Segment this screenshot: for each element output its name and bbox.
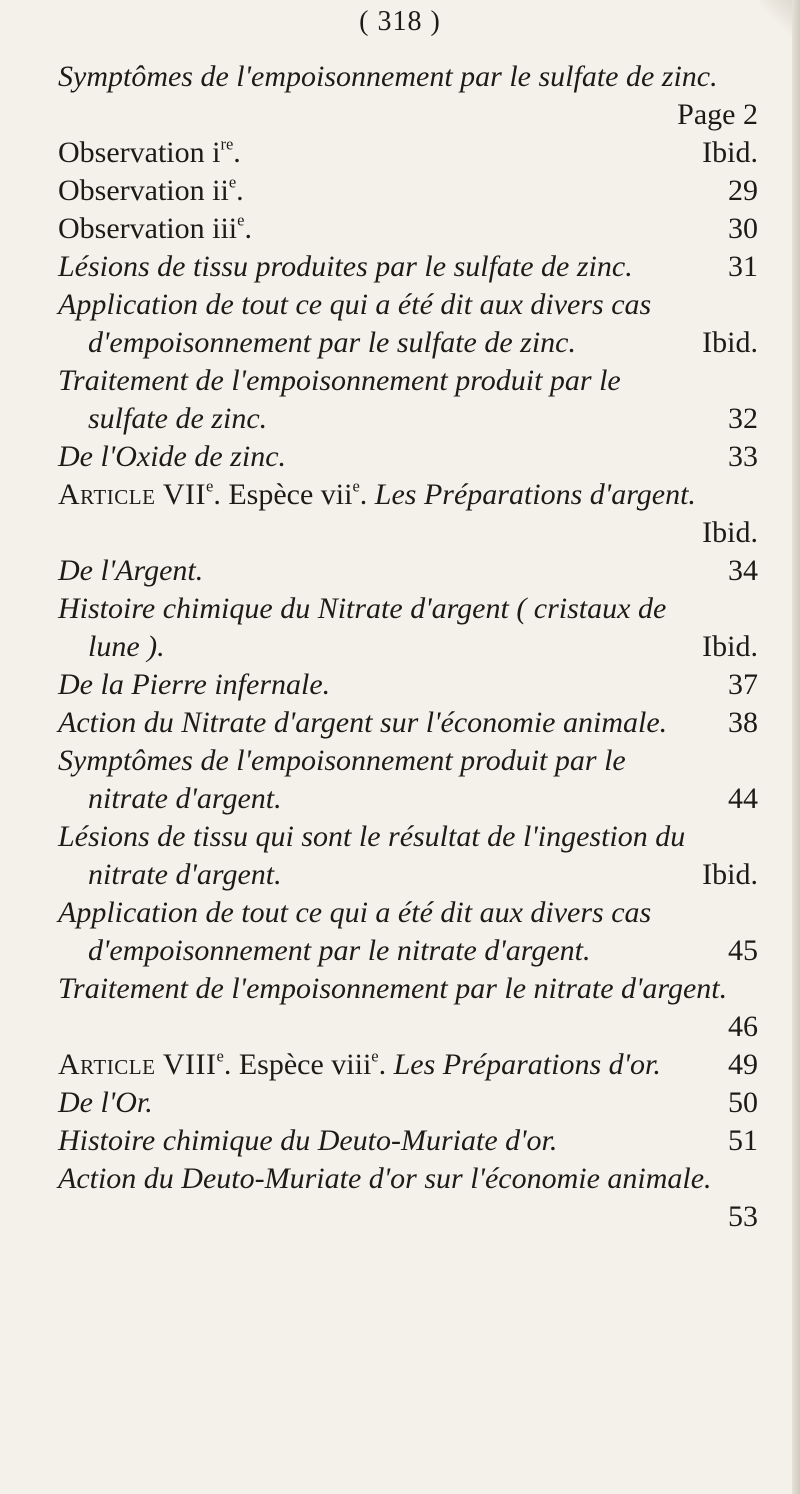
toc-entry (58, 704, 758, 742)
toc-entry (58, 666, 758, 704)
article-label: Article VIII (58, 1048, 217, 1081)
article-species-period: . (359, 478, 368, 511)
article-species: . Espèce vii (213, 478, 353, 511)
toc-entry (58, 58, 758, 134)
entry-page: Ibid. (702, 858, 758, 891)
article-species-period: . (378, 1048, 387, 1081)
entry-page: Page 2 (677, 98, 758, 131)
toc-entry (58, 134, 758, 172)
entry-page: 49 (728, 1048, 758, 1081)
page-edge-shadow (792, 0, 800, 1494)
entry-page: 46 (728, 1010, 758, 1043)
entry-page: 32 (728, 402, 758, 435)
entry-title: Action du Nitrate d'argent sur l'économie animale. (58, 706, 668, 739)
article-label: Article VII (58, 478, 206, 511)
toc-entry (58, 1122, 758, 1160)
entry-page: 30 (728, 212, 758, 245)
entry-page: Ibid. (702, 136, 758, 169)
article-species-superscript: e (371, 1046, 379, 1066)
toc-entry (58, 362, 758, 438)
entry-page: Ibid. (702, 630, 758, 663)
entry-title-text: Observation i (58, 136, 221, 169)
article-title: Les Préparations d'or. (393, 1048, 661, 1081)
article-superscript: e (206, 476, 214, 496)
entry-title-text: Observation iii (58, 212, 238, 245)
article-species-superscript: e (352, 476, 360, 496)
entry-title: Traitement de l'empoisonnement par le nitrate d'argent. (58, 972, 728, 1005)
entry-page: Ibid. (702, 516, 758, 549)
entry-title: Histoire chimique du Deuto-Muriate d'or. (58, 1124, 558, 1157)
toc-entry (58, 970, 758, 1046)
entry-title: De la Pierre infernale. (58, 668, 331, 701)
entry-title (58, 210, 758, 248)
entry-title (58, 172, 758, 210)
article-species: . Espèce viii (223, 1048, 372, 1081)
entry-title: Lésions de tissu qui sont le résultat de l'ingestion du nitrate d'argent. (58, 820, 686, 891)
entry-title-period: . (233, 136, 241, 169)
toc-entry (58, 818, 758, 894)
toc-entry (58, 1084, 758, 1122)
toc-entry (58, 286, 758, 362)
entry-title: Symptômes de l'empoisonnement par le sulfate de zinc. (58, 60, 718, 93)
toc-entry (58, 172, 758, 210)
entry-title: Action du Deuto-Muriate d'or sur l'économie animale. (58, 1162, 712, 1195)
entry-title: De l'Or. (58, 1086, 153, 1119)
entry-page: Ibid. (702, 326, 758, 359)
toc-entry (58, 894, 758, 970)
entry-title: Traitement de l'empoisonnement produit par le sulfate de zinc. (58, 364, 621, 435)
entry-page: 51 (728, 1124, 758, 1157)
entry-page: 29 (728, 174, 758, 207)
entry-title: De l'Argent. (58, 554, 204, 587)
entry-page: 38 (728, 706, 758, 739)
entry-page: 44 (728, 782, 758, 815)
entry-title (58, 476, 758, 514)
entry-title-superscript: e (228, 172, 237, 192)
entry-page: 37 (728, 668, 758, 701)
entry-title-period: . (236, 174, 244, 207)
entry-page: 33 (728, 440, 758, 473)
entry-title: De l'Oxide de zinc. (58, 440, 287, 473)
page-number-header: ( 318 ) (359, 6, 441, 37)
article-superscript: e (216, 1046, 224, 1066)
entry-title: Application de tout ce qui a été dit aux divers cas d'empoisonnement par le sulfate de zinc. (58, 288, 652, 359)
entry-page: 34 (728, 554, 758, 587)
entry-title (58, 1046, 758, 1084)
entry-page: 45 (728, 934, 758, 967)
toc-entry (58, 552, 758, 590)
entry-title-text: Observation ii (58, 174, 229, 207)
toc-entry (58, 210, 758, 248)
entry-page: 31 (728, 250, 758, 283)
article-title: Les Préparations d'argent. (374, 478, 696, 511)
toc-entry (58, 438, 758, 476)
toc-entry (58, 1046, 758, 1084)
toc-entry (58, 1160, 758, 1236)
entry-title-period: . (244, 212, 252, 245)
table-of-contents (58, 58, 758, 1236)
entry-title-superscript: e (237, 210, 245, 230)
toc-entry (58, 476, 758, 552)
entry-page: 50 (728, 1086, 758, 1119)
entry-page: 53 (728, 1200, 758, 1233)
entry-title (58, 134, 758, 172)
entry-title: Symptômes de l'empoisonnement produit par le nitrate d'argent. (58, 744, 626, 815)
toc-entry (58, 742, 758, 818)
entry-title: Histoire chimique du Nitrate d'argent ( cristaux de lune ). (58, 592, 667, 663)
toc-entry (58, 248, 758, 286)
entry-title: Lésions de tissu produites par le sulfate de zinc. (58, 250, 633, 283)
entry-title-superscript: re (220, 134, 234, 154)
toc-entry (58, 590, 758, 666)
entry-title: Application de tout ce qui a été dit aux divers cas d'empoisonnement par le nitrate d'argent. (58, 896, 652, 967)
